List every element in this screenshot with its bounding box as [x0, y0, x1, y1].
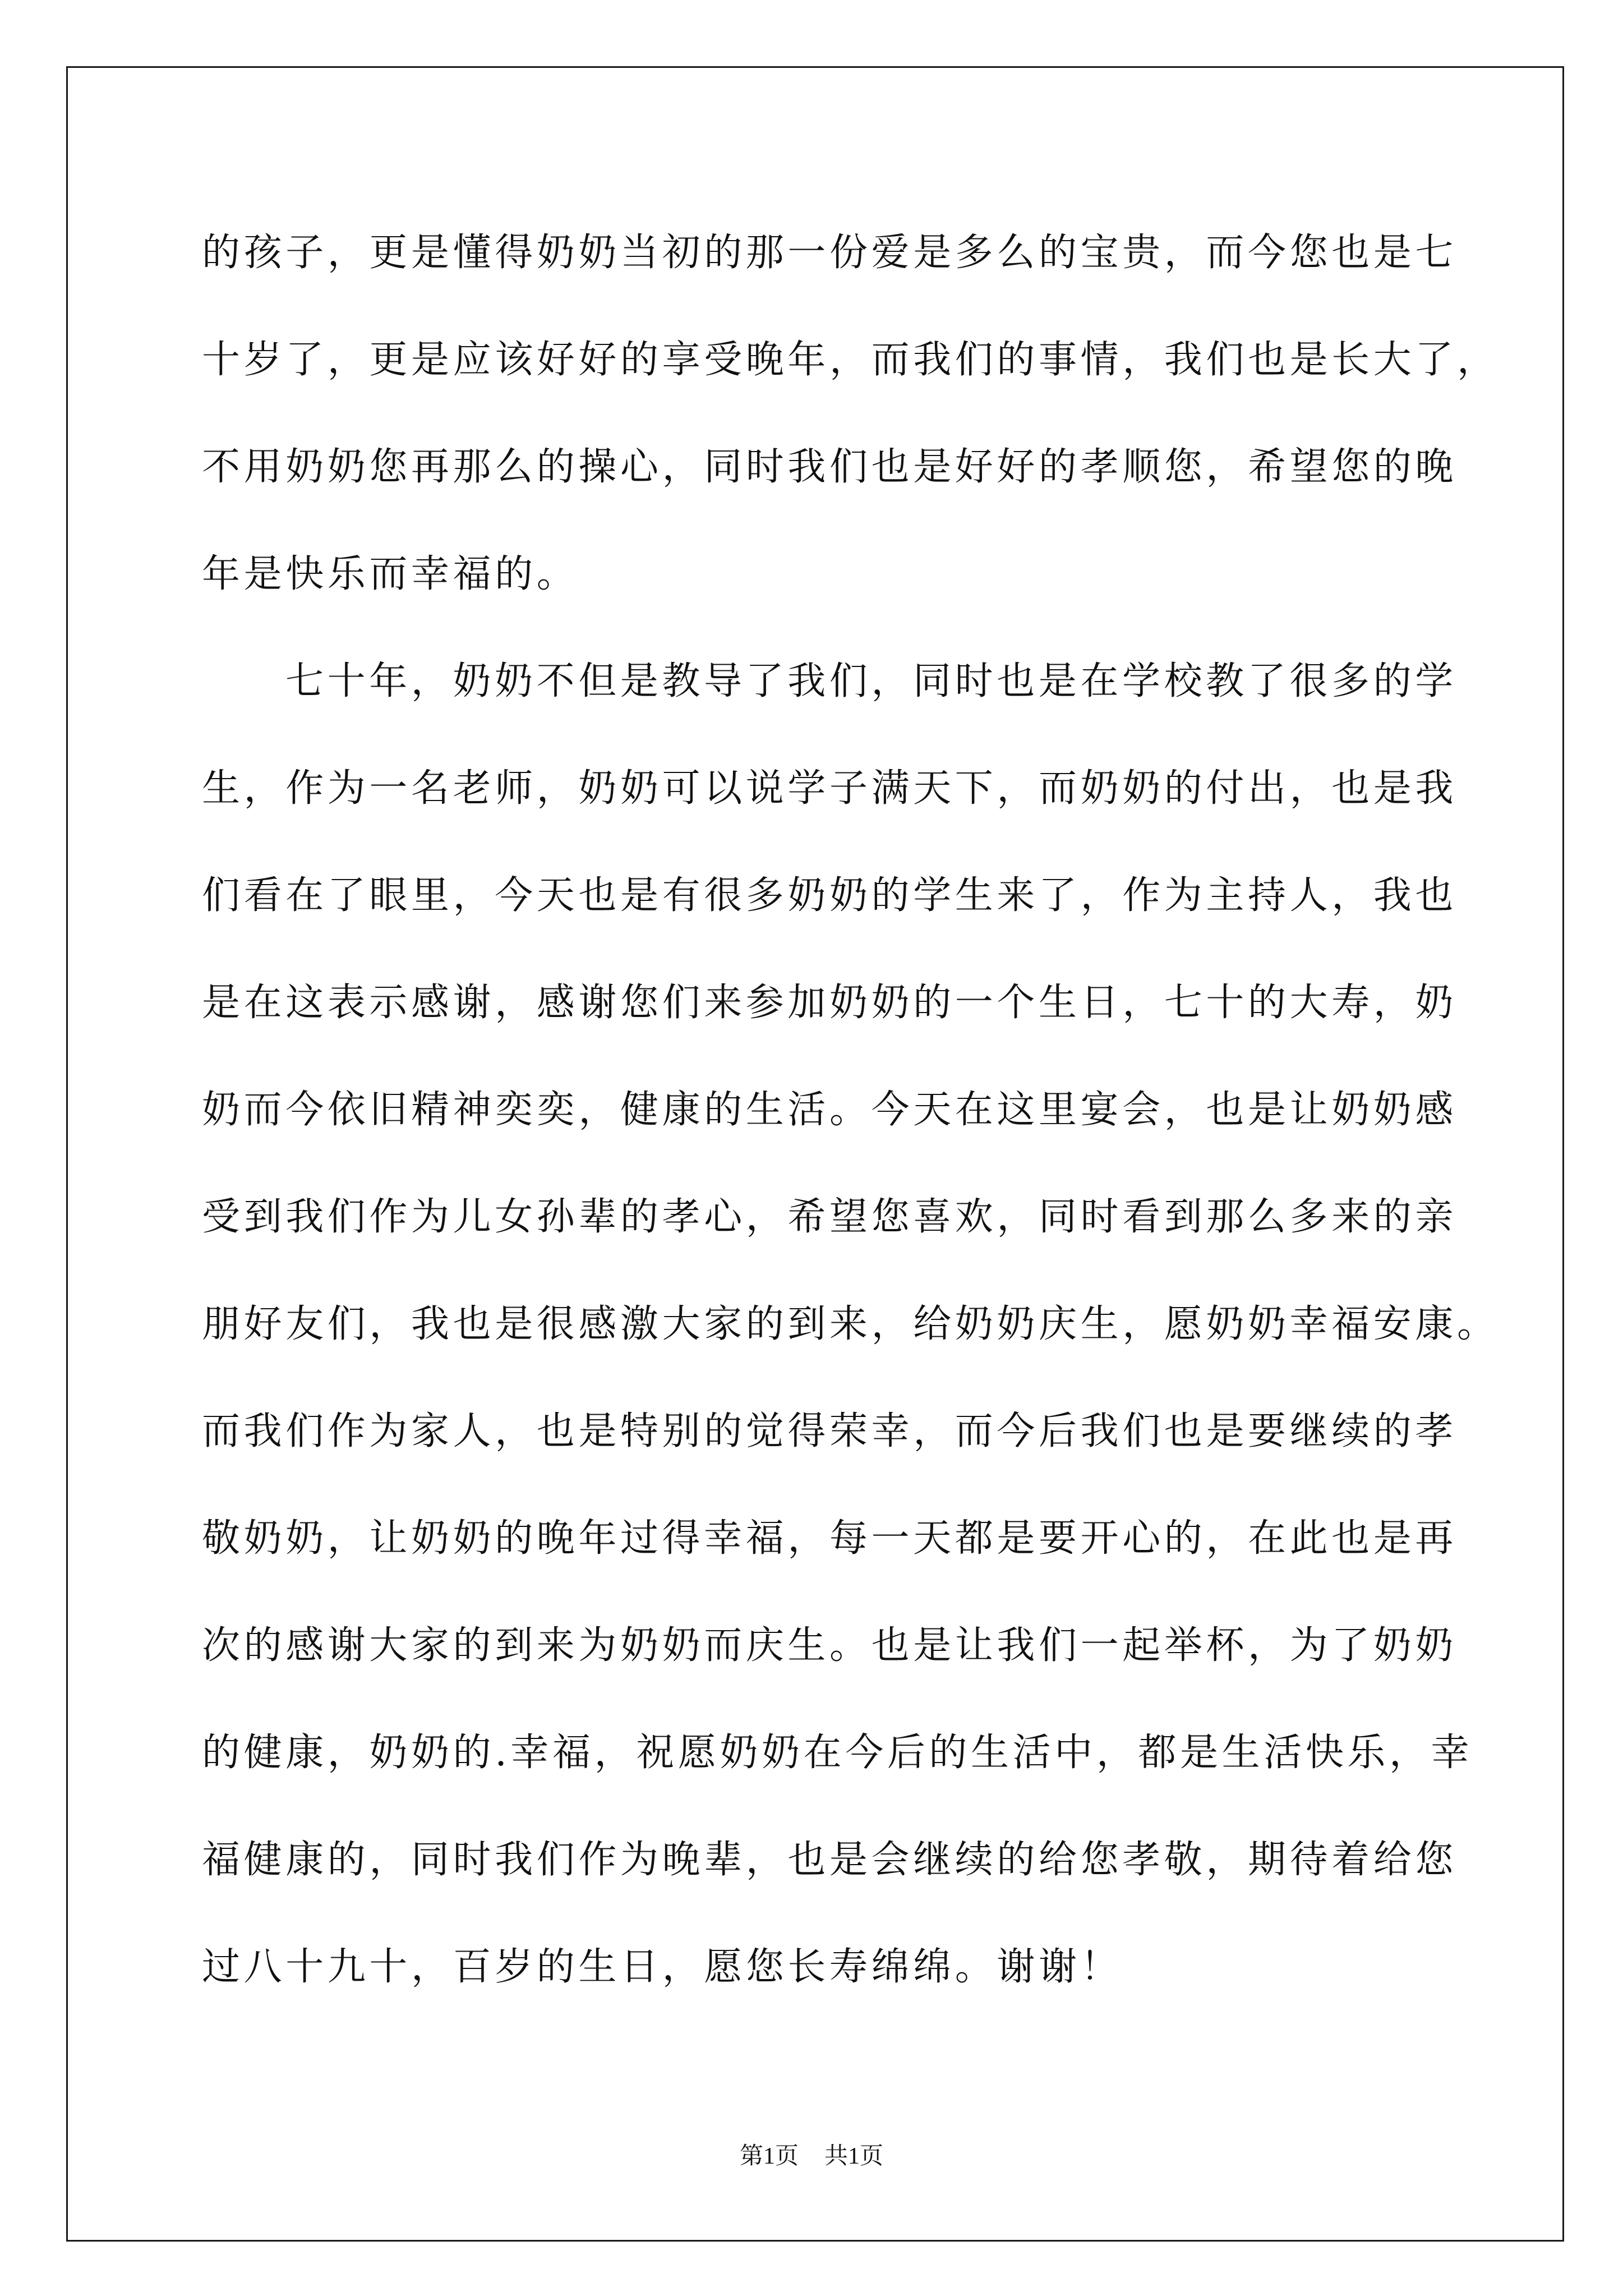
text-line: 次的感谢大家的到来为奶奶而庆生。也是让我们一起举杯，为了奶奶: [202, 1623, 1458, 1668]
text-line: 而我们作为家人，也是特别的觉得荣幸，而今后我们也是要继续的孝: [202, 1409, 1458, 1453]
page-total: 共1页: [824, 2143, 884, 2169]
text-line: 不用奶奶您再那么的操心，同时我们也是好好的孝顺您，希望您的晚: [202, 445, 1458, 489]
document-body: [202, 199, 1559, 2021]
text-line: 的健康，奶奶的.幸福，祝愿奶奶在今后的生活中，都是生活快乐，幸: [202, 1731, 1473, 1775]
paragraph-1: [202, 199, 1559, 628]
text-line: 福健康的，同时我们作为晚辈，也是会继续的给您孝敬，期待着给您: [202, 1838, 1458, 1882]
page-number: 第1页: [739, 2143, 799, 2169]
text-line: 朋好友们，我也是很感激大家的到来，给奶奶庆生，愿奶奶幸福安康。: [202, 1302, 1499, 1346]
text-line: 过八十九十，百岁的生日，愿您长寿绵绵。谢谢！: [202, 1945, 1123, 1989]
text-line: 生，作为一名老师，奶奶可以说学子满天下，而奶奶的付出，也是我: [202, 766, 1458, 811]
text-line: 年是快乐而幸福的。: [202, 552, 579, 596]
page-footer: [0, 2139, 1623, 2173]
text-line: 们看在了眼里，今天也是有很多奶奶的学生来了，作为主持人，我也: [202, 873, 1458, 918]
text-line: 奶而今依旧精神奕奕，健康的生活。今天在这里宴会，也是让奶奶感: [202, 1088, 1458, 1132]
text-line: 十岁了，更是应该好好的享受晚年，而我们的事情，我们也是长大了，: [202, 338, 1499, 382]
text-line: 七十年，奶奶不但是教导了我们，同时也是在学校教了很多的学: [285, 659, 1457, 703]
text-line: 受到我们作为儿女孙辈的孝心，希望您喜欢，同时看到那么多来的亲: [202, 1195, 1458, 1239]
text-line: 的孩子，更是懂得奶奶当初的那一份爱是多么的宝贵，而今您也是七: [202, 231, 1458, 275]
text-line: 敬奶奶，让奶奶的晚年过得幸福，每一天都是要开心的，在此也是再: [202, 1516, 1458, 1561]
paragraph-2: [202, 628, 1559, 2021]
text-line: 是在这表示感谢，感谢您们来参加奶奶的一个生日，七十的大寿，奶: [202, 981, 1458, 1025]
